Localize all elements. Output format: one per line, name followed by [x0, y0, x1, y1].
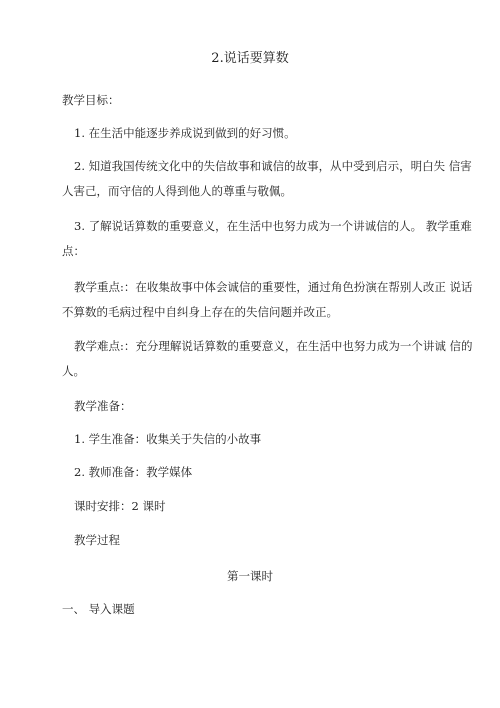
key-point-line-1: 教学重点:：在收集故事中体会诚信的重要性，通过角色扮演在帮别人改正 说话 [74, 280, 473, 294]
preparation-heading: 教学准备： [74, 399, 132, 413]
prep-1: 1. 学生准备：收集关于失信的小故事 [74, 432, 262, 446]
goal-1: 1. 在生活中能逐步养成说到做到的好习惯。 [74, 126, 296, 140]
goal-2-line-1: 2. 知道我国传统文化中的失信故事和诚信的故事，从中受到启示，明白失 信害 [74, 159, 472, 173]
schedule: 课时安排：2 课时 [74, 499, 166, 513]
key-point-line-2: 不算数的毛病过程中自纠身上存在的失信问题并改正。 [62, 305, 338, 319]
goal-2-line-2: 人害己，而守信的人得到他人的尊重与敬佩。 [62, 184, 292, 198]
section-1-heading: 一、 导入课题 [62, 602, 135, 616]
goal-3-line-1: 3. 了解说话算数的重要意义，在生活中也努力成为一个讲诚信的人。 教学重难 [74, 219, 472, 233]
prep-2: 2. 教师准备：教学媒体 [74, 465, 193, 479]
difficulty-line-2: 人。 [62, 364, 85, 378]
difficulty-line-1: 教学难点:：充分理解说话算数的重要意义，在生活中也努力成为一个讲诚 信的 [74, 339, 473, 353]
process-heading: 教学过程 [74, 533, 120, 547]
goal-3-line-2: 点： [62, 244, 85, 258]
document-title: 2.说话要算数 [211, 51, 289, 66]
lesson-1-heading: 第一课时 [227, 569, 273, 583]
teaching-goals-heading: 教学目标： [62, 93, 120, 107]
